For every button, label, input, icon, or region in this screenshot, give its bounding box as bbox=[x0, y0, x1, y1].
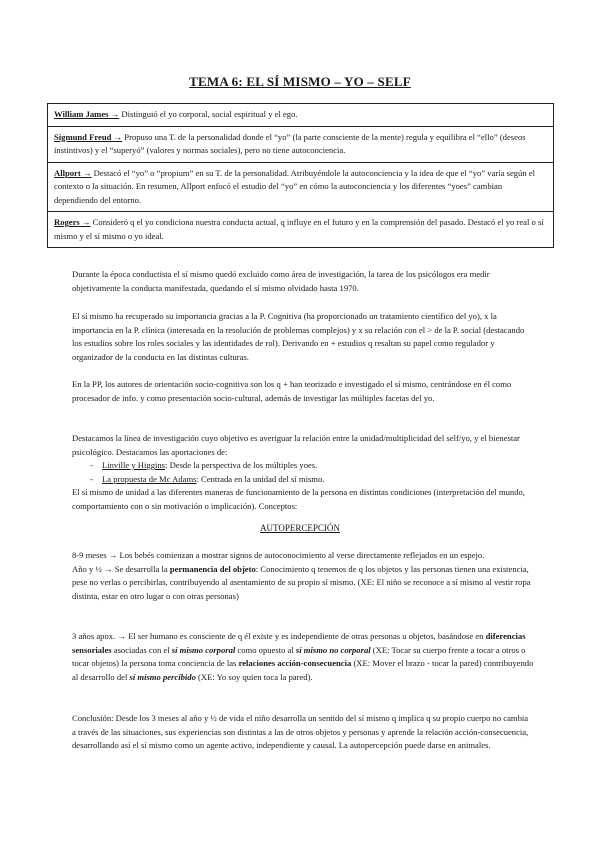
key-term: sí mismo percibido bbox=[129, 671, 196, 682]
text-run: : Conocimiento q tenemos de q los objetos y las personas tienen una existencia, pese no verlas o percibirlas, contribuyendo al asentamiento de su propio sí mismo. (XE: El niño se reconoce a sí mismo al vestir ropa distinta, estar en otro lugar o con otras personas) bbox=[72, 563, 531, 601]
list-item bbox=[72, 459, 534, 473]
list-item-text: : Desde la perspectiva de los múltiples yoes. bbox=[165, 460, 318, 471]
author-description: Destacó el “yo” o “propium” en su T. de la personalidad. Atribuyéndole la autoconciencia y la idea de que el “yo” varía según el contexto o la situación. En resumen, Allport enfocó el estudio del “yo” en cómo la autoconciencia y los diferentes “yoes” cambian dependiendo del entorno. bbox=[54, 167, 536, 205]
text-run: 3 años apox. → El ser humano es consciente de q él existe y es independiente de otras personas u objetos, basándose en bbox=[72, 631, 486, 641]
paragraph-text: El sí mismo de unidad a las diferentes maneras de funcionamiento de la persona en distintas condiciones (interpretación del mundo, comportamiento con o sin motivación o implicación). Conceptos: bbox=[72, 487, 525, 511]
list-item-text: : Centrada en la unidad del sí mismo. bbox=[196, 473, 325, 484]
text-run: (XE: Tocar su cuerpo frente a tocar a otros o tocar objetos) la persona toma conciencia de las bbox=[72, 644, 526, 669]
author-box-allport bbox=[48, 163, 553, 213]
page-title: TEMA 6: EL SÍ MISMO – YO – SELF bbox=[189, 74, 411, 89]
key-term: permanencia del objeto bbox=[169, 563, 256, 574]
author-name: Sigmund Freud bbox=[54, 131, 112, 142]
list-item bbox=[72, 473, 534, 487]
paragraph-text: El sí mismo ha recuperado su importancia gracias a la P. Cognitiva (ha proporcionado un tratamiento científico del yo), x la importancia en la P. clínica (interesada en la resolución de problemas complejos) y x su relación con el > de la P. social (destacando los estudios sobre los roles sociales y las identidades de rol). Derivando en + estudios q resaltan su papel como regulador y organizador de la conducta en las distintas culturas. bbox=[72, 311, 525, 362]
text-run: como opuesto al bbox=[235, 644, 296, 655]
key-term: relaciones acción-consecuencia bbox=[238, 658, 352, 669]
section-title-autopercepcion: AUTOPERCEPCIÓN bbox=[260, 523, 340, 533]
paragraph-linea-investigacion bbox=[72, 432, 534, 514]
author-box-freud bbox=[48, 127, 553, 163]
list-item-author: La propuesta de Mc Adams bbox=[102, 473, 197, 484]
paragraph-text: 8-9 meses → Los bebés comienzan a mostrar signos de autoconocimiento al verse directamente reflejados en un espejo. bbox=[72, 550, 485, 560]
key-term: sí mismo corporal bbox=[171, 644, 236, 655]
author-name: Allport bbox=[54, 167, 81, 178]
paragraph-text: En la PP, los autores de orientación socio-cognitiva son los q + han teorizado e investigado el sí mismo, centrándose en él como procesador de info. y como presentación socio-cultural, además de investigar las múltiples facetas del yo. bbox=[72, 379, 512, 403]
author-box-james bbox=[48, 104, 553, 127]
author-description: Distinguió el yo corporal, social espiritual y el ego. bbox=[119, 109, 298, 119]
list-item-author: Linville y Higgins bbox=[102, 460, 166, 471]
paragraph-pp bbox=[72, 378, 534, 405]
paragraph-8-9-meses bbox=[72, 549, 534, 603]
arrow-icon: → bbox=[79, 217, 91, 227]
aportaciones-list bbox=[72, 459, 534, 486]
text-run: Año y ½ → Se desarrolla la bbox=[72, 563, 170, 574]
key-term: diferencias sensoriales bbox=[72, 631, 526, 655]
author-box-rogers bbox=[48, 212, 553, 248]
author-description: Consideró q el yo condiciona nuestra conducta actual, q influye en el futuro y en la comprensión del pasado. Destacó el yo real o sí mismo y el sí mismo o yo ideal. bbox=[54, 217, 544, 241]
arrow-icon: → bbox=[111, 131, 123, 142]
author-name: William James bbox=[54, 109, 109, 119]
paragraph-text: Durante la época conductista el sí mismo quedó excluido como área de investigación, la tarea de los psicólogos era medir objetivamente la conducta manifestada, quedando el sí mismo olvidado hasta 1970. bbox=[72, 269, 490, 293]
paragraph-text: Destacamos la línea de investigación cuyo objetivo es averiguar la relación entre la unidad/multiplicidad del self/yo, y el bienestar psicológico. Destacamos las aportaciones de: bbox=[72, 433, 520, 457]
key-term: sí mismo no corporal bbox=[295, 644, 371, 655]
text-run: (XE: Mover el brazo - tocar la pared) contribuyendo al desarrollo del bbox=[72, 658, 534, 682]
paragraph-text: Conclusión: Desde los 3 meses al año y ½ de vida el niño desarrolla un sentido del sí mismo q implica q su propio cuerpo no cambia a través de las situaciones, sus experiencias son distintas a las de otros objetos y personas y aprende la relación acción-consecuencia, desarrollando así el sí mismo como un agente activo, independiente y causal. La autopercepción puede darse en animales. bbox=[72, 713, 529, 751]
authors-table bbox=[47, 103, 554, 248]
author-description: Propuso una T. de la personalidad donde el “yo” (la parte consciente de la mente) regula y equilibra el “ello” (deseos instintivos) y el “superyó” (valores y normas sociales), pero no tiene autoconciencia. bbox=[54, 131, 526, 155]
text-run: asociadas con el bbox=[111, 644, 172, 655]
paragraph-conductismo bbox=[72, 268, 534, 295]
paragraph-recuperacion bbox=[72, 310, 534, 364]
paragraph-ano-y-medio bbox=[72, 563, 534, 604]
arrow-icon: → bbox=[108, 109, 120, 119]
paragraph-conclusion bbox=[72, 712, 534, 753]
text-run: (XE: Yo soy quien toca la pared). bbox=[195, 671, 313, 682]
author-name: Rogers bbox=[54, 217, 80, 227]
arrow-icon: → bbox=[80, 167, 92, 178]
paragraph-3-anos bbox=[72, 630, 534, 684]
